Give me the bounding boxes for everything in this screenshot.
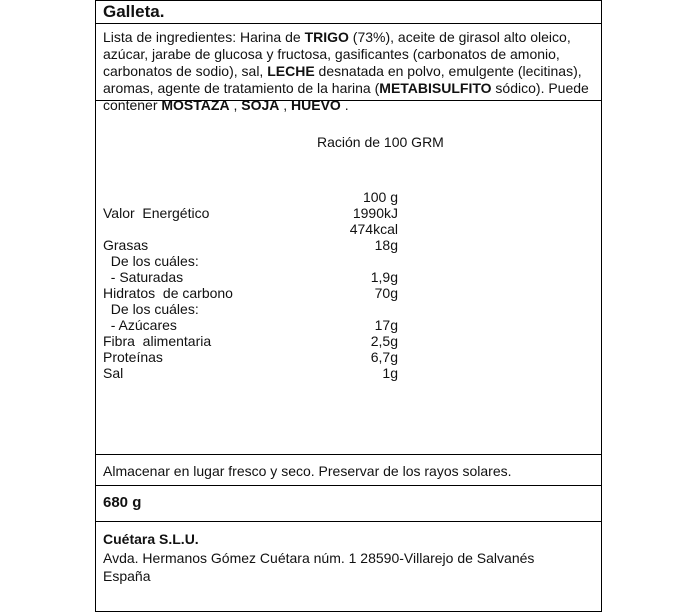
serving-size: Ración de 100 GRM [317,134,444,150]
weight-divider [95,521,602,522]
nutrient-label: De los cuáles: [103,253,199,269]
nutrition-divider [95,454,602,455]
energy-kcal: 474kcal [349,221,398,237]
ingredient-text: (73%), aceite de girasol alto oleico, azúcar, jarabe de glucosa y fructosa, gasificantes (carbonatos de amonio, carbonatos de sodio), sal, [103,29,571,79]
net-weight: 680 g [103,494,142,511]
title-divider [95,23,602,24]
ingredient-text: , [229,97,242,113]
company-address: Avda. Hermanos Gómez Cuétara núm. 1 28590-Villarejo de Salvanés [103,550,535,566]
nutrient-label: Fibra alimentaria [103,333,212,349]
nutrient-value: 6,7g [370,349,398,365]
ingredient-text: desnatada en polvo, emulgente (lecitinas), aromas, agente de tratamiento de la harina ( [103,63,582,96]
allergen-text: SOJA [241,97,280,113]
per-quantity: 100 g [362,189,398,205]
ingredients-list [103,29,599,114]
company-country: España [103,568,151,584]
nutrient-label: Hidratos de carbono [103,285,233,301]
nutrient-label: - Saturadas [103,269,184,285]
storage-instructions: Almacenar en lugar fresco y seco. Preservar de los rayos solares. [103,463,512,479]
ingredient-text: , [279,97,292,113]
nutrient-value: 70g [374,285,398,301]
nutrient-label: - Azúcares [103,317,177,333]
energy-label: Valor Energético [103,205,210,221]
allergen-text: LECHE [267,63,315,79]
nutrient-value: 1g [382,365,398,381]
energy-kj: 1990kJ [352,205,398,221]
nutrient-label: Sal [103,365,124,381]
allergen-text: METABISULFITO [379,80,492,96]
storage-divider [95,485,602,486]
ingredient-text: Lista de ingredientes: Harina de [103,29,305,45]
product-title: Galleta. [103,2,165,21]
nutrient-value: 18g [374,237,398,253]
allergen-text: TRIGO [304,29,349,45]
ingredient-text: sódico). Puede contener [103,80,589,113]
nutrient-label: De los cuáles: [103,301,199,317]
nutrient-label: Grasas [103,237,149,253]
nutrient-value: 1,9g [370,269,398,285]
nutrient-value: 2,5g [370,333,398,349]
nutrient-value: 17g [374,317,398,333]
ingredient-text: . [340,97,349,113]
company-name: Cuétara S.L.U. [103,531,199,547]
nutrient-label: Proteínas [103,349,163,365]
allergen-text: MOSTAZA [161,97,230,113]
allergen-text: HUEVO [291,97,341,113]
